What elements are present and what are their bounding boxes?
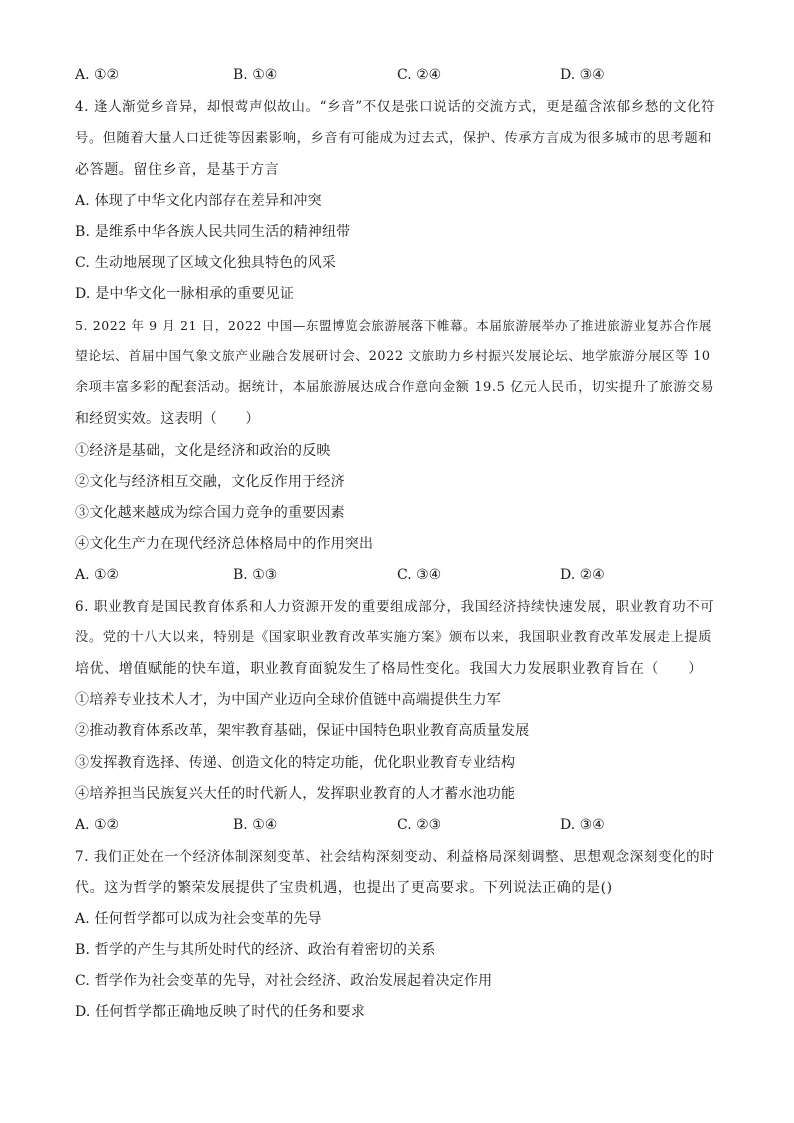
q5-options bbox=[75, 565, 715, 585]
q5-option-d: D. ②④ bbox=[560, 567, 605, 583]
q6-stem-line-2: 没。党的十八大以来，特别是《国家职业教育改革实施方案》颁布以来，我国职业教育改革发展走上提质 bbox=[75, 630, 713, 645]
q6-option-d: D. ③④ bbox=[560, 817, 605, 833]
q3-options bbox=[75, 65, 715, 85]
q4-choice-d: D. 是中华文化一脉相承的重要见证 bbox=[75, 286, 295, 302]
q5-stem-line-3: 余项丰富多彩的配套活动。据统计，本届旅游展达成合作意向金额 19.5 亿元人民币，切实提升了旅游交易 bbox=[75, 380, 715, 395]
q5-statement-2: ②文化与经济相互交融，文化反作用于经济 bbox=[75, 474, 345, 490]
q4-stem-line-2: 号。但随着大量人口迁徙等因素影响，乡音有可能成为过去式，保护、传承方言成为很多城市的思考题和 bbox=[75, 131, 713, 146]
q6-statement-1: ①培养专业技术人才，为中国产业迈向全球价值链中高端提供生力军 bbox=[75, 692, 501, 708]
q4-choice-c: C. 生动地展现了区域文化独具特色的风采 bbox=[75, 255, 337, 271]
q3-option-c: C. ②④ bbox=[397, 67, 442, 83]
q5-statement-4: ④文化生产力在现代经济总体格局中的作用突出 bbox=[75, 536, 374, 552]
q6-statement-4: ④培养担当民族复兴大任的时代新人，发挥职业教育的人才蓄水池功能 bbox=[75, 786, 516, 802]
q4-choice-a: A. 体现了中华文化内部存在差异和冲突 bbox=[75, 193, 322, 209]
q5-option-b: B. ①③ bbox=[233, 567, 278, 583]
q5-statement-1: ①经济是基础，文化是经济和政治的反映 bbox=[75, 443, 331, 459]
q6-statement-2: ②推动教育体系改革，架牢教育基础，保证中国特色职业教育高质量发展 bbox=[75, 723, 530, 739]
q7-choice-b: B. 哲学的产生与其所处时代的经济、政治有着密切的关系 bbox=[75, 942, 436, 958]
q3-option-b: B. ①④ bbox=[233, 67, 278, 83]
q3-option-d: D. ③④ bbox=[560, 67, 605, 83]
q6-option-a: A. ①② bbox=[75, 817, 120, 833]
q4-choice-b: B. 是维系中华各族人民共同生活的精神纽带 bbox=[75, 224, 351, 240]
q3-option-a: A. ①② bbox=[75, 67, 120, 83]
q6-stem-line-1: 6. 职业教育是国民教育体系和人力资源开发的重要组成部分，我国经济持续快速发展，职业教育功不可 bbox=[75, 599, 715, 615]
q5-stem-line-2: 望论坛、首届中国气象文旅产业融合发展研讨会、2022 文旅助力乡村振兴发展论坛、地学旅游分展区等 10 bbox=[75, 349, 711, 364]
q7-choice-a: A. 任何哲学都可以成为社会变革的先导 bbox=[75, 911, 322, 927]
q7-stem-line-1: 7. 我们正处在一个经济体制深刻变革、社会结构深刻变动、利益格局深刻调整、思想观念深刻变化的时 bbox=[75, 849, 715, 865]
q4-stem-line-3: 必答题。留住乡音，是基于方言 bbox=[75, 162, 280, 178]
q5-stem-line-1: 5. 2022 年 9 月 21 日，2022 中国—东盟博览会旅游展落下帷幕。本届旅游展举办了推进旅游业复苏合作展 bbox=[75, 318, 713, 333]
q6-option-b: B. ①④ bbox=[233, 817, 278, 833]
q4-stem-line-1: 4. 逢人渐觉乡音异，却恨莺声似故山。“乡音”不仅是张口说话的交流方式，更是蕴含浓郁乡愁的文化符 bbox=[75, 99, 716, 115]
q6-statement-3: ③发挥教育选择、传递、创造文化的特定功能，优化职业教育专业结构 bbox=[75, 755, 516, 771]
q6-options bbox=[75, 815, 715, 835]
q5-stem-line-4: 和经贸实效。这表明（ ） bbox=[75, 411, 260, 427]
q7-choice-d: D. 任何哲学都正确地反映了时代的任务和要求 bbox=[75, 1004, 366, 1020]
q5-option-a: A. ①② bbox=[75, 567, 120, 583]
q5-statement-3: ③文化越来越成为综合国力竞争的重要因素 bbox=[75, 505, 345, 521]
q5-option-c: C. ③④ bbox=[397, 567, 442, 583]
q6-stem-line-3: 培优、增值赋能的快车道，职业教育面貌发生了格局性变化。我国大力发展职业教育旨在（ ） bbox=[75, 661, 703, 677]
q7-stem-line-2: 代。这为哲学的繁荣发展提供了宝贵机遇，也提出了更高要求。下列说法正确的是() bbox=[75, 880, 613, 896]
q6-option-c: C. ②③ bbox=[397, 817, 442, 833]
q7-choice-c: C. 哲学作为社会变革的先导，对社会经济、政治发展起着决定作用 bbox=[75, 973, 493, 989]
